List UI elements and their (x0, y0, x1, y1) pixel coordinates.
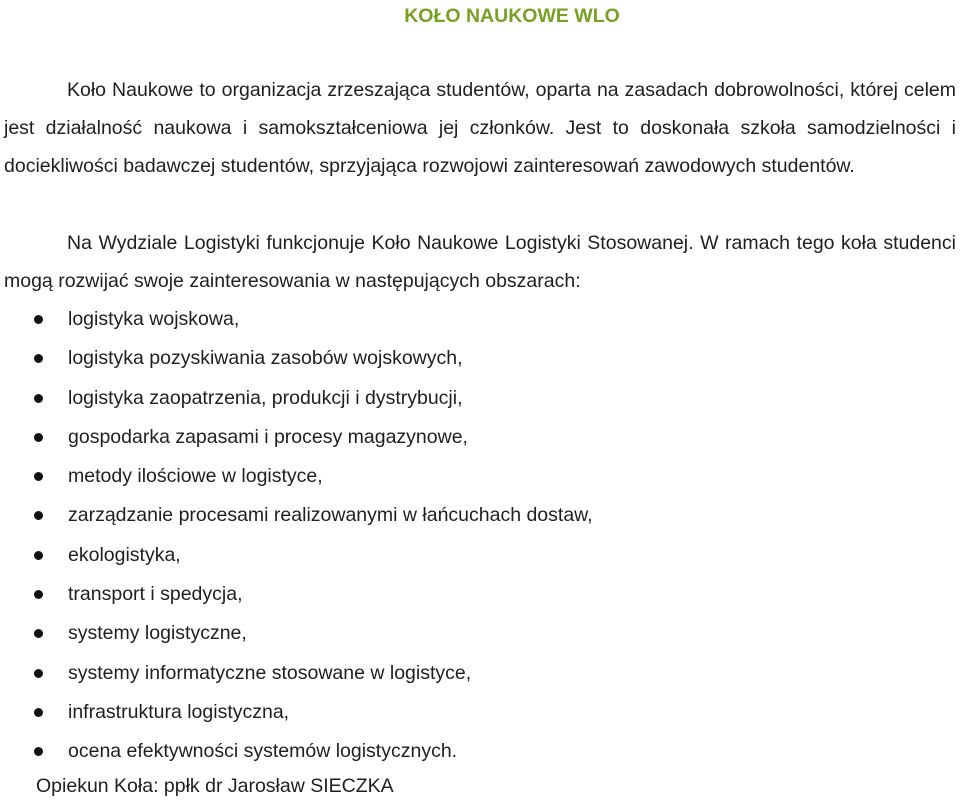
list-item-text: logistyka zaopatrzenia, produkcji i dystrybucji, (68, 386, 463, 409)
paragraph-intro-text: Koło Naukowe to organizacja zrzeszająca studentów, oparta na zasadach dobrowolności, której celem jest działalność naukowa i samokształceniowa jej członków. Jest to doskonała szkoła samodzielności i dociekliwości badawczej studentów, sprzyjająca rozwojowi zainteresowań zawodowych studentów. (4, 79, 956, 177)
list-item (0, 693, 593, 732)
list-item-text: transport i spedycja, (68, 583, 243, 606)
list-item (0, 300, 593, 339)
paragraph-wydzial-text: Na Wydziale Logistyki funkcjonuje Koło Naukowe Logistyki Stosowanej. W ramach tego koła studenci mogą rozwijać swoje zainteresowania w następujących obszarach: (4, 232, 956, 292)
list-item (0, 339, 593, 378)
list-item-text: infrastruktura logistyczna, (68, 700, 290, 723)
list-item (0, 654, 593, 693)
list-item-text: ocena efektywności systemów logistycznych. (68, 740, 458, 763)
bullet-dot-icon (34, 708, 43, 717)
list-item (0, 496, 593, 535)
paragraph-intro (4, 71, 956, 185)
bullet-dot-icon (34, 511, 43, 520)
list-item-text: systemy informatyczne stosowane w logistyce, (68, 661, 472, 684)
bullet-dot-icon (34, 747, 43, 756)
list-item-text: logistyka pozyskiwania zasobów wojskowych, (68, 347, 463, 370)
list-item-text: systemy logistyczne, (68, 622, 247, 645)
list-item (0, 457, 593, 496)
list-item-text: ekologistyka, (68, 543, 181, 566)
list-item (0, 536, 593, 575)
bullet-dot-icon (34, 354, 43, 363)
list-item (0, 418, 593, 457)
list-item (0, 575, 593, 614)
list-item-text: gospodarka zapasami i procesy magazynowe, (68, 425, 468, 448)
supervisor-line: Opiekun Koła: ppłk dr Jarosław SIECZKA (36, 775, 394, 797)
list-item-text: zarządzanie procesami realizowanymi w łańcuchach dostaw, (68, 504, 593, 527)
bullet-dot-icon (34, 433, 43, 442)
bullet-dot-icon (34, 394, 43, 403)
list-item (0, 379, 593, 418)
bullet-dot-icon (34, 551, 43, 560)
bullet-dot-icon (34, 629, 43, 638)
list-item (0, 614, 593, 653)
list-item (0, 732, 593, 771)
document-title: KOŁO NAUKOWE WLO (404, 5, 620, 27)
list-item-text: metody ilościowe w logistyce, (68, 465, 323, 488)
paragraph-wydzial (4, 224, 956, 300)
list-item-text: logistyka wojskowa, (68, 308, 240, 330)
areas-list (0, 300, 593, 772)
bullet-dot-icon (34, 590, 43, 599)
bullet-dot-icon (34, 669, 43, 678)
bullet-dot-icon (34, 472, 43, 481)
bullet-dot-icon (34, 315, 43, 324)
